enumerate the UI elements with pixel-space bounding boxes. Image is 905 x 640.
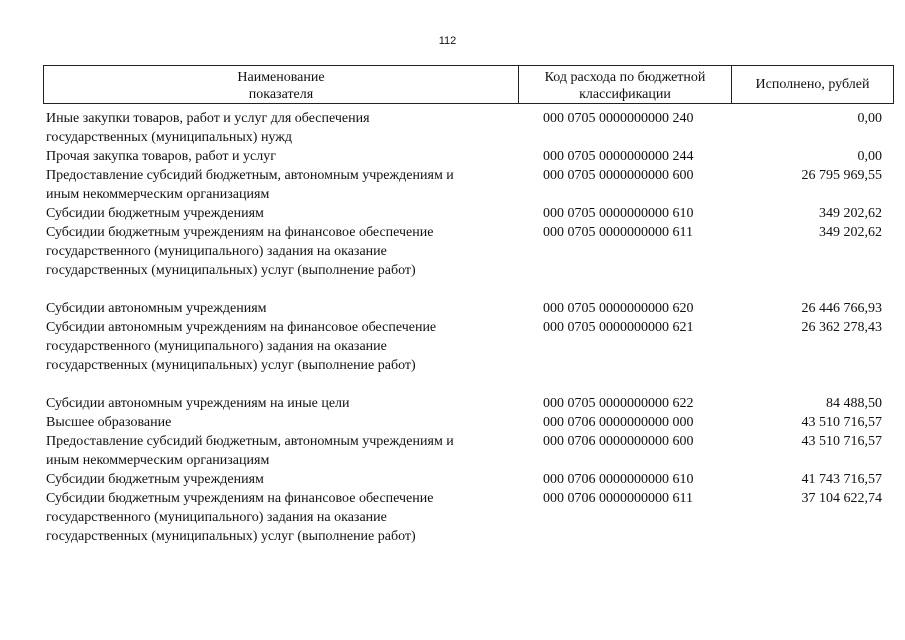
row-code: 000 0705 0000000000 610 (543, 206, 694, 221)
row-name: Субсидии бюджетным учреждениям (46, 472, 264, 487)
row-spacer (46, 280, 896, 299)
row-name: Прочая закупка товаров, работ и услуг (46, 149, 276, 164)
table-row (46, 318, 896, 375)
header-executed-column (732, 66, 893, 103)
row-spacer (46, 375, 896, 394)
row-name: Субсидии бюджетным учреждениям на финансовое обеспечение государственного (муниципального) задания на оказание государственных (муниципальных) услуг (выполнение работ) (46, 491, 434, 544)
table-row (46, 394, 896, 413)
row-name: Предоставление субсидий бюджетным, автономным учреждениям и иным некоммерческим организациям (46, 434, 454, 468)
table-row (46, 147, 896, 166)
row-name: Субсидии автономным учреждениям на иные цели (46, 396, 350, 411)
row-code: 000 0705 0000000000 244 (543, 149, 694, 164)
row-code: 000 0705 0000000000 600 (543, 168, 694, 183)
table-row (46, 413, 896, 432)
row-name: Высшее образование (46, 415, 172, 430)
row-code: 000 0706 0000000000 600 (543, 434, 694, 449)
row-code: 000 0706 0000000000 611 (543, 491, 693, 506)
table-row (46, 470, 896, 489)
row-amount: 84 488,50 (826, 396, 882, 411)
row-amount: 43 510 716,57 (801, 434, 882, 449)
row-amount: 26 446 766,93 (801, 301, 882, 316)
table-row (46, 489, 896, 546)
header-name-column (44, 66, 519, 103)
header-executed-label: Исполнено, рублей (755, 77, 870, 92)
row-code: 000 0706 0000000000 000 (543, 415, 694, 430)
row-code: 000 0705 0000000000 611 (543, 225, 693, 240)
header-code-column (519, 66, 732, 103)
table-row (46, 166, 896, 204)
header-code-label: Код расхода по бюджетной классификации (544, 69, 706, 102)
table-row (46, 223, 896, 280)
row-code: 000 0705 0000000000 621 (543, 320, 694, 335)
row-amount: 349 202,62 (819, 206, 882, 221)
row-amount: 0,00 (857, 149, 882, 164)
row-amount: 26 362 278,43 (801, 320, 882, 335)
row-code: 000 0705 0000000000 620 (543, 301, 694, 316)
row-code: 000 0706 0000000000 610 (543, 472, 694, 487)
row-code: 000 0705 0000000000 622 (543, 396, 694, 411)
table-row (46, 109, 896, 147)
row-name: Субсидии бюджетным учреждениям на финансовое обеспечение государственного (муниципального) задания на оказание государственных (муниципальных) услуг (выполнение работ) (46, 225, 434, 278)
row-name: Субсидии автономным учреждениям (46, 301, 267, 316)
header-name-label: Наименование показателя (237, 69, 325, 102)
table-row (46, 204, 896, 223)
row-amount: 0,00 (857, 111, 882, 126)
table-row (46, 432, 896, 470)
row-name: Субсидии бюджетным учреждениям (46, 206, 264, 221)
table-header (43, 65, 894, 104)
row-amount: 349 202,62 (819, 225, 882, 240)
row-amount: 41 743 716,57 (801, 472, 882, 487)
row-name: Иные закупки товаров, работ и услуг для обеспечения государственных (муниципальных) нужд (46, 111, 370, 145)
table-row (46, 299, 896, 318)
page-number: 112 (438, 35, 457, 47)
row-amount: 26 795 969,55 (801, 168, 882, 183)
row-name: Предоставление субсидий бюджетным, автономным учреждениям и иным некоммерческим организациям (46, 168, 454, 202)
row-code: 000 0705 0000000000 240 (543, 111, 694, 126)
row-name: Субсидии автономным учреждениям на финансовое обеспечение государственного (муниципального) задания на оказание государственных (муниципальных) услуг (выполнение работ) (46, 320, 437, 373)
row-amount: 43 510 716,57 (801, 415, 882, 430)
row-amount: 37 104 622,74 (801, 491, 882, 506)
table-body (46, 109, 896, 546)
